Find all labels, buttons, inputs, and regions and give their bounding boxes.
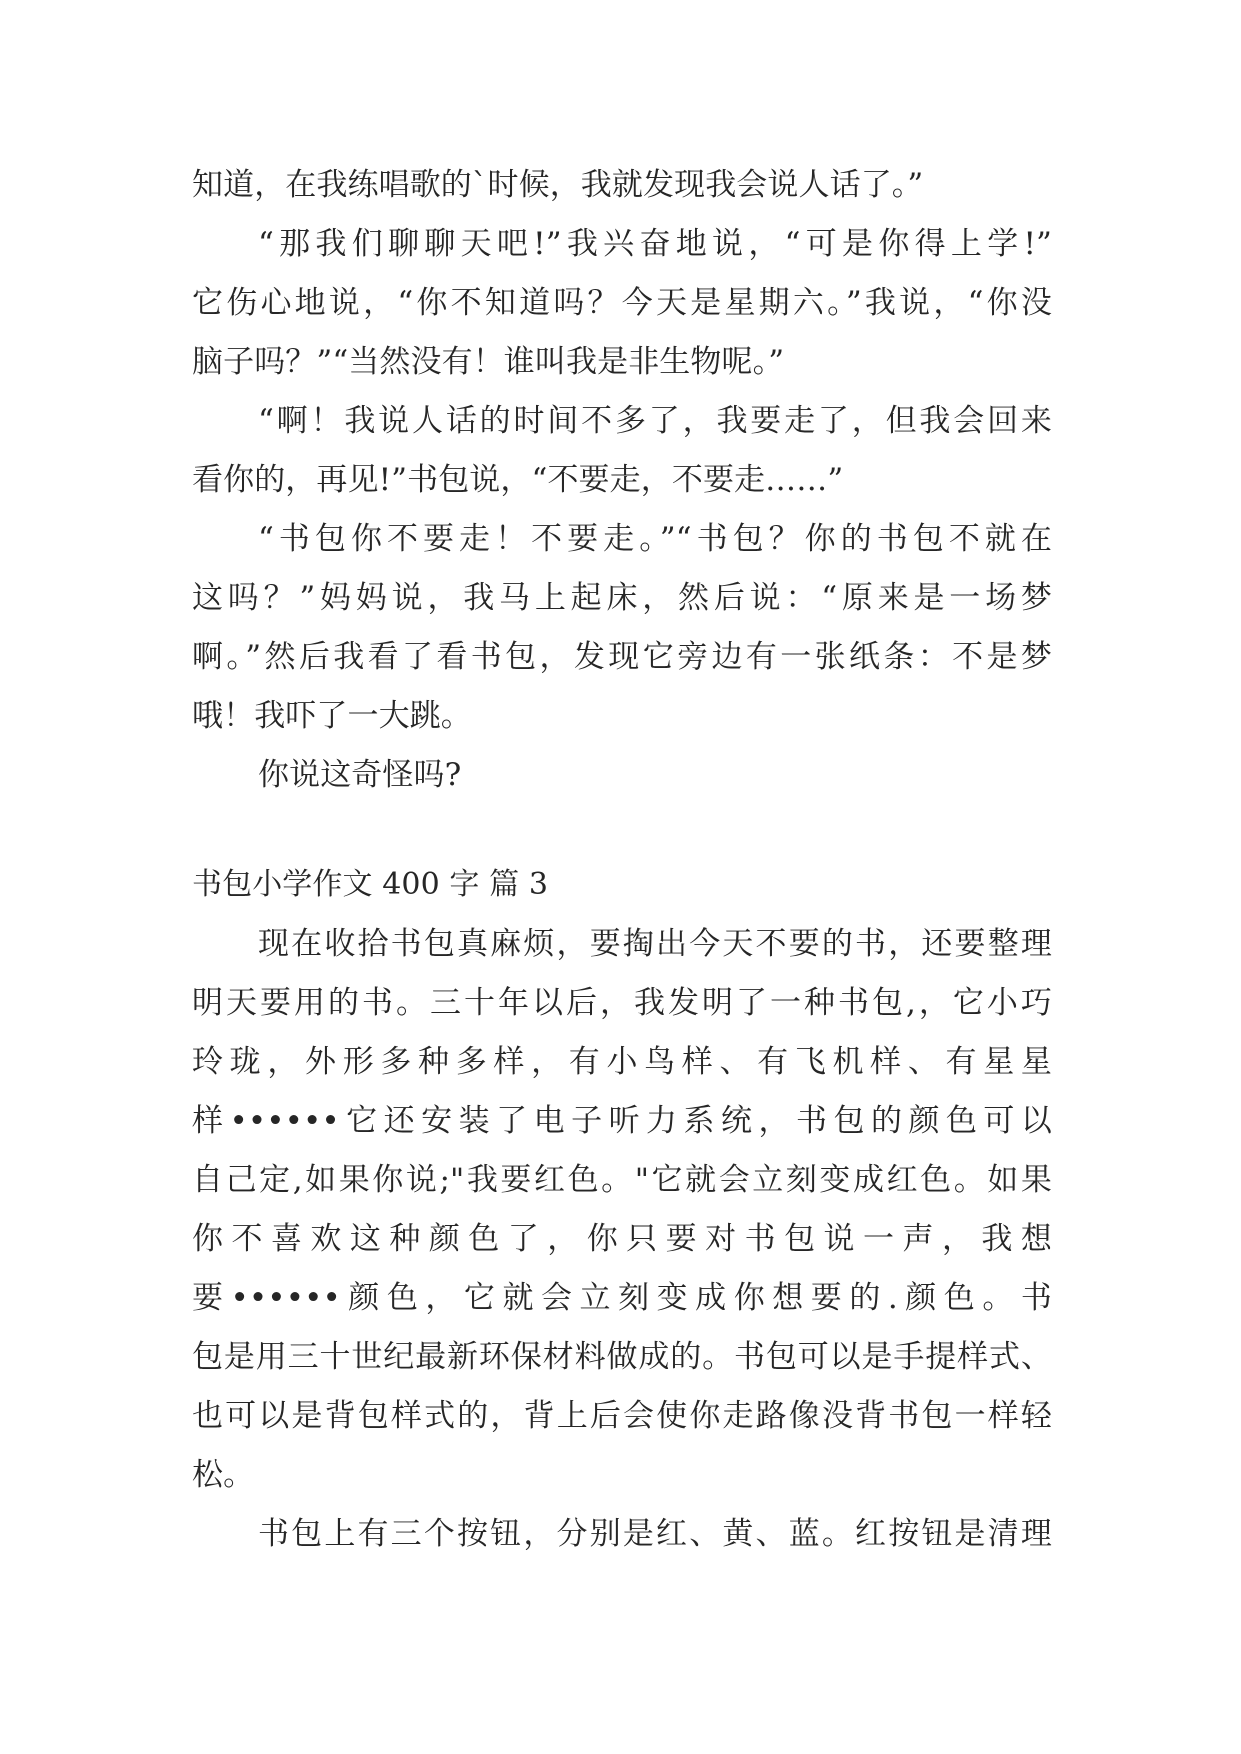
paragraph-line: 包是用三十世纪最新环保材料做成的。书包可以是手提样式、 — [192, 1339, 1052, 1375]
paragraph-line: 也可以是背包样式的，背上后会使你走路像没背书包一样轻 — [192, 1398, 1052, 1434]
paragraph-line: 玲珑，外形多种多样，有小鸟样、有飞机样、有星星 — [192, 1044, 1052, 1080]
paragraph-line: 现在收拾书包真麻烦，要掏出今天不要的书，还要整理 — [258, 926, 1052, 962]
paragraph-line: 脑子吗？”“当然没有！谁叫我是非生物呢。” — [192, 344, 785, 380]
paragraph-line: 明天要用的书。三十年以后，我发明了一种书包,，它小巧 — [192, 985, 1052, 1021]
paragraph-line: 样••••••它还安装了电子听力系统，书包的颜色可以 — [192, 1103, 1052, 1139]
paragraph-line: 它伤心地说，“你不知道吗？今天是星期六。”我说，“你没 — [192, 285, 1052, 321]
paragraph-line: 啊。”然后我看了看书包，发现它旁边有一张纸条：不是梦 — [192, 639, 1052, 675]
paragraph-line: 这吗？”妈妈说，我马上起床，然后说：“原来是一场梦 — [192, 580, 1052, 616]
paragraph-line: 知道，在我练唱歌的`时候，我就发现我会说人话了。” — [192, 167, 924, 203]
paragraph-line: 松。 — [192, 1457, 255, 1493]
paragraph-line: 你不喜欢这种颜色了，你只要对书包说一声，我想 — [192, 1221, 1052, 1257]
paragraph-line: 你说这奇怪吗? — [258, 757, 462, 793]
paragraph-line: 看你的，再见!”书包说，“不要走，不要走……” — [192, 462, 844, 498]
section-heading: 书包小学作文 400 字 篇 3 — [192, 867, 549, 902]
paragraph-line: 哦！我吓了一大跳。 — [192, 698, 472, 734]
paragraph-line: “啊！我说人话的时间不多了，我要走了，但我会回来 — [258, 403, 1052, 439]
paragraph-line: 自己定,如果你说;"我要红色。"它就会立刻变成红色。如果 — [192, 1162, 1052, 1198]
paragraph-line: 要••••••颜色，它就会立刻变成你想要的.颜色。书 — [192, 1280, 1052, 1316]
paragraph-line: “书包你不要走！不要走。”“书包？你的书包不就在 — [258, 521, 1052, 557]
paragraph-line: 书包上有三个按钮，分别是红、黄、蓝。红按钮是清理 — [258, 1516, 1052, 1552]
paragraph-line: “那我们聊聊天吧!”我兴奋地说，“可是你得上学!” — [258, 226, 1052, 262]
